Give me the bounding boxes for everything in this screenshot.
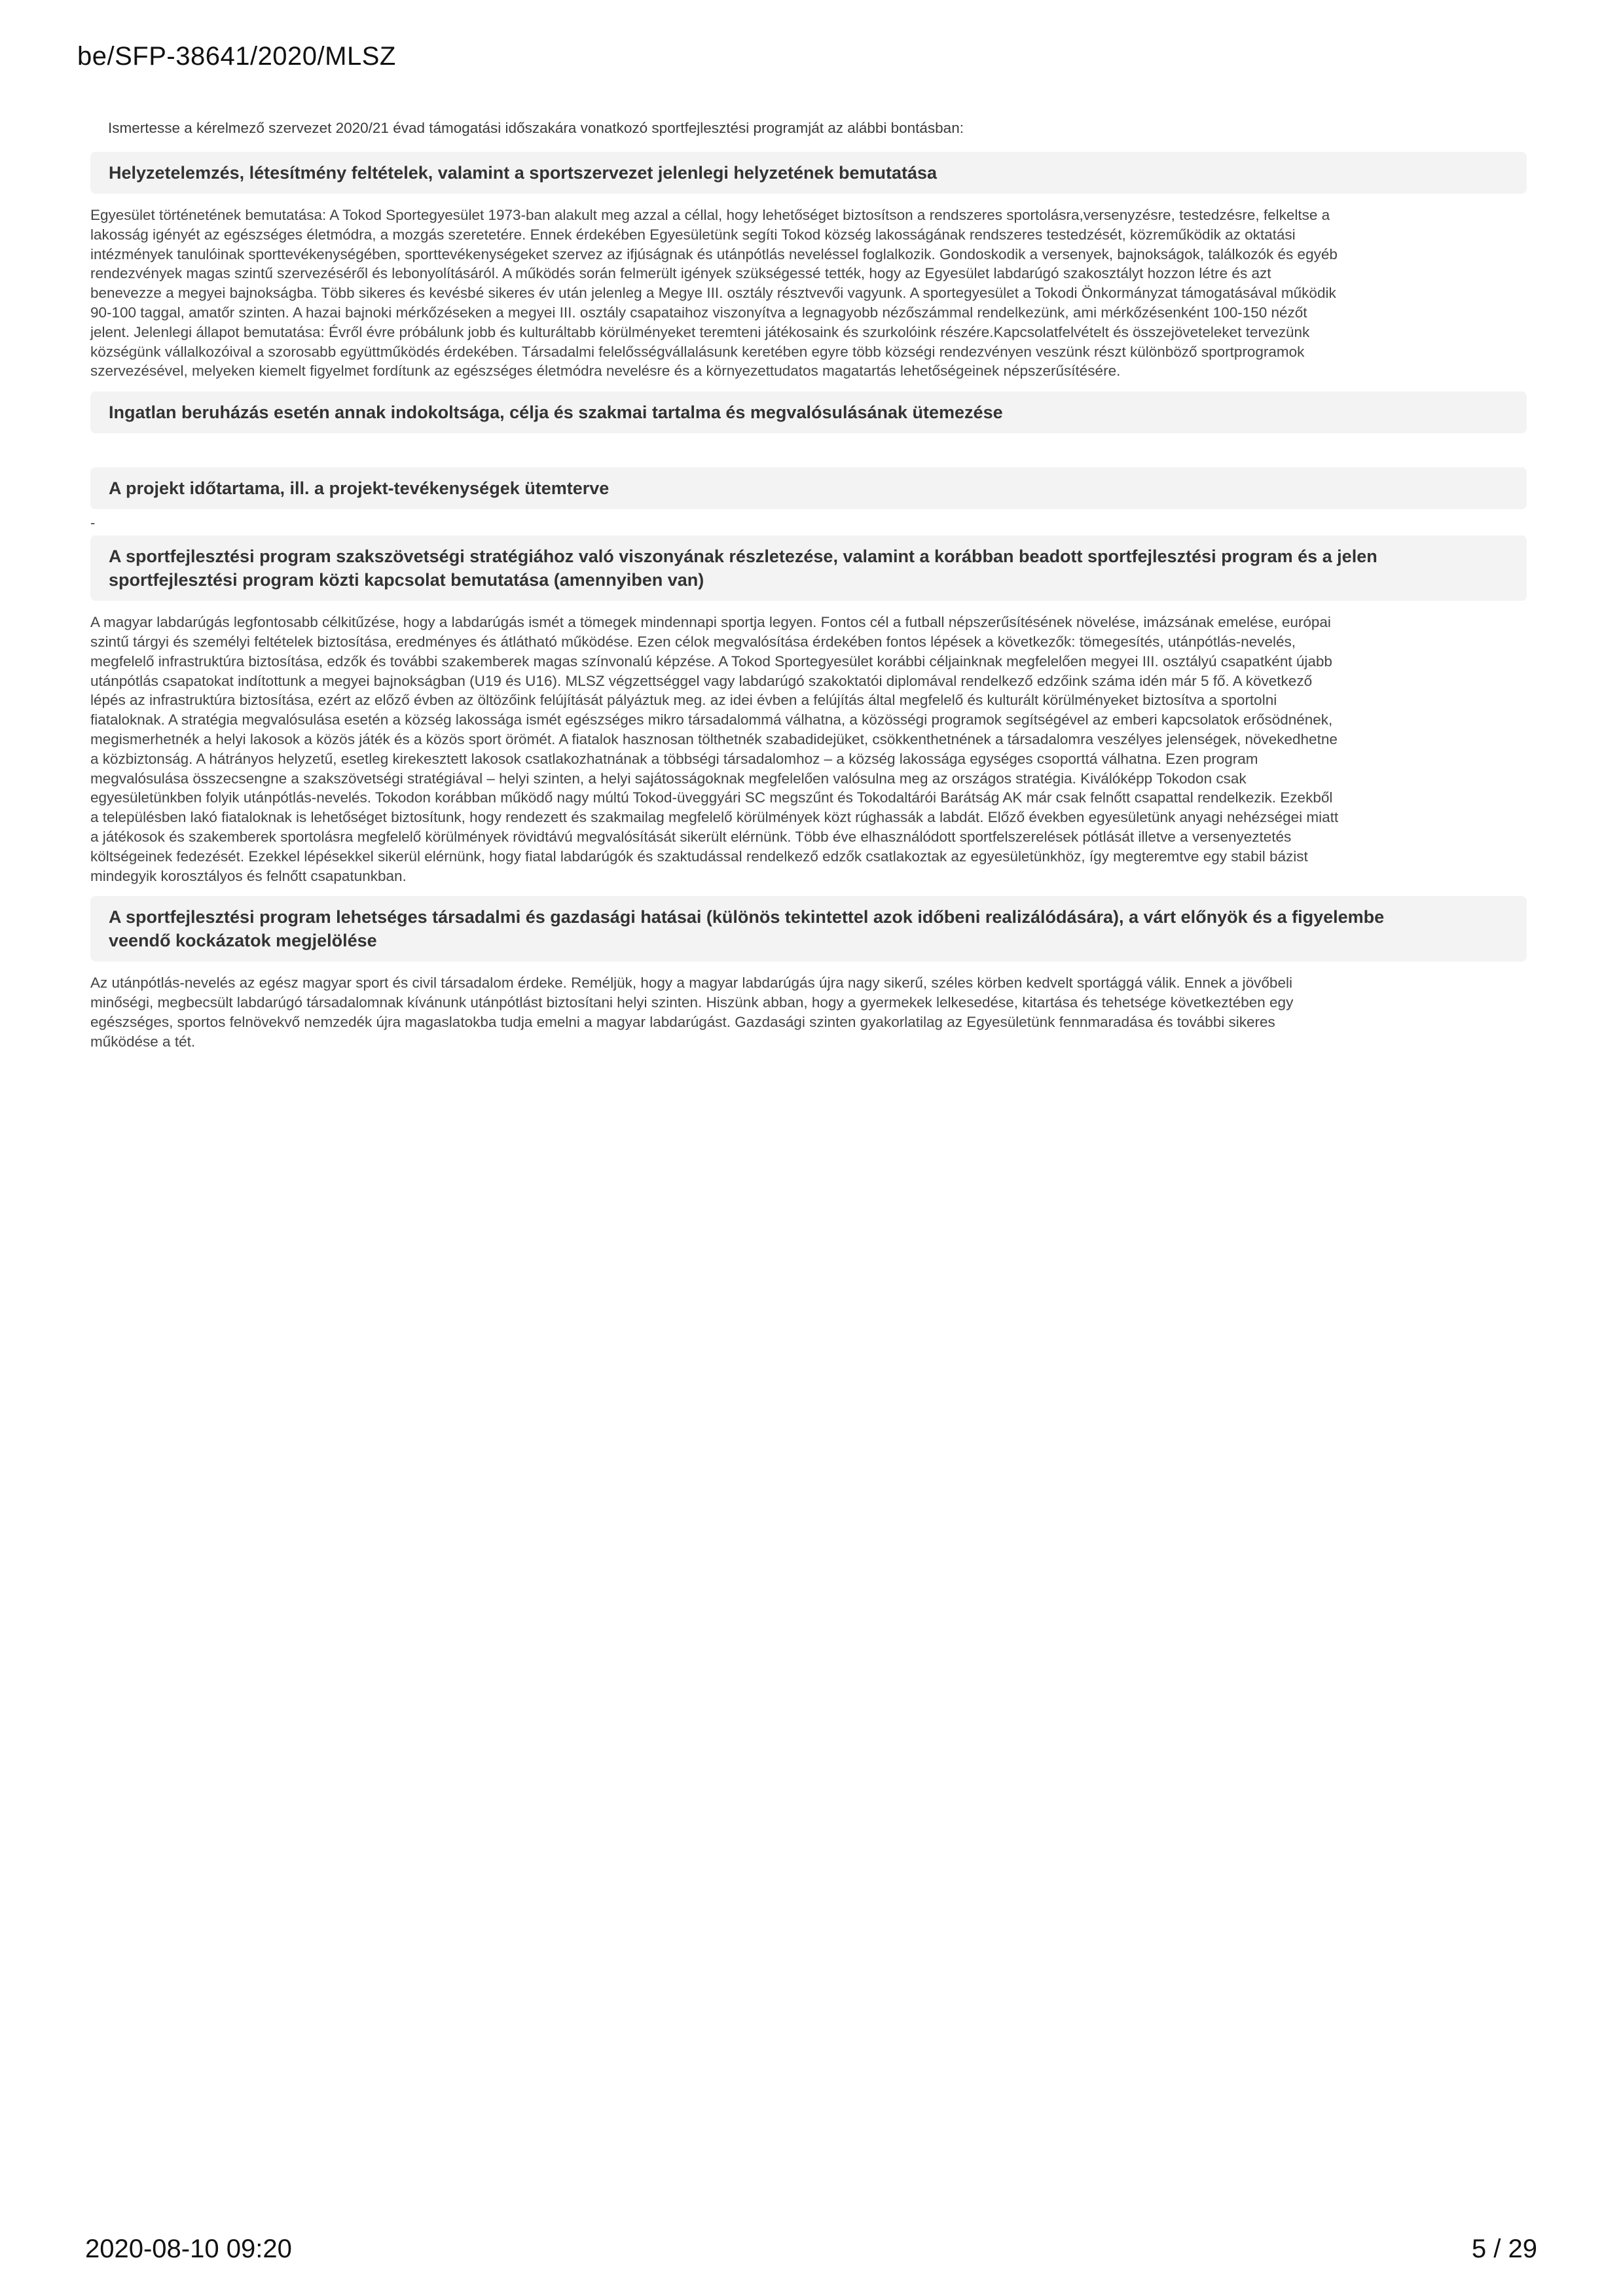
page-number: 5 / 29: [1471, 2234, 1537, 2263]
section-title-project-schedule: A projekt időtartama, ill. a projekt-tevékenységek ütemterve: [90, 467, 1527, 509]
section-body-strategy: A magyar labdarúgás legfontosabb célkitűzése, hogy a labdarúgás ismét a tömegek mindennapi sportja legyen. Fontos cél a futball népszerűsítésének növelése, imázsának emelése, európai szintű tárgyi és személyi feltételek biztosítása, eredményes és átlátható működése. Ezen célok megvalósítása érdekében fontos lépések a következők: tömegesítés, utánpótlás-nevelés, megfelelő infrastruktúra biztosítása, edzők és további szakemberek magas színvonalú képzése. A Tokod Sportegyesület korábbi céljainknak megfelelően megyei III. osztályú csapatként újabb utánpótlás csapatokat indítottunk a megyei bajnokságban (U19 és U16). MLSZ végzettséggel vagy labdarúgó szakoktatói diplomával rendelkező edzőink száma idén már 5 fő. A következő lépés az infrastruktúra biztosítása, ezért az előző évben az öltözőink felújítását pályáztuk meg. az idei évben a felújítás által megfelelő és kulturált körülményeket biztosítva a sportolni fiataloknak. A stratégia megvalósulása esetén a község lakossága ismét egészséges mikro társadalommá válhatna, a közösségi programok segítségével az emberi kapcsolatok erősödnének, megismerhetnék a helyi lakosok a közös játék és a közös sport örömét. A fiatalok hasznosan tölthetnék szabadidejüket, csökkenthetnének a társadalomra veszélyes jelenségek, növekedhetne a közbiztonság. A hátrányos helyzetű, esetleg kirekesztett lakosok csatlakozhatnának a többségi társadalomhoz – a község lakossága egységes csoporttá válhatna. Ezen program megvalósulása összecsengne a szakszövetségi stratégiával – helyi szinten, a helyi sajátosságoknak megfelelően valósulna meg az országos stratégia. Kiválóképp Tokodon csak egyesületünkben folyik utánpótlás-nevelés. Tokodon korábban működő nagy múltú Tokod-üveggyári SC megszűnt és Tokodaltárói Barátság AK már csak felnőtt csapattal rendelkezik. Ezekből a településben lakó fiataloknak is lehetőséget biztosítunk, hogy rendezett és szakmailag megfelelő körülmények közt rúghassák a labdát. Előző években egyesületünk anyagi nehézségei miatt a játékosok és szakemberek sportolásra megfelelő körülmények rövidtávú megvalósítását sikerült elérnünk. Több éve elhasználódott sportfelszerelések pótlását illetve a versenyeztetés költségeinek fedezését. Ezekkel lépésekkel sikerül elérnünk, hogy fiatal labdarúgók és szaktudással rendelkező edzők csatlakoztak az egyesületünkhöz, így megteremtve egy stabil bázist mindegyik korosztályos és felnőtt csapatunkban.: [90, 614, 1339, 884]
section-body-project-schedule: -: [90, 514, 96, 531]
footer-date: 2020-08-10 09:20: [85, 2234, 292, 2263]
section-title-situation: Helyzetelemzés, létesítmény feltételek, valamint a sportszervezet jelenlegi helyzetének bemutatása: [90, 152, 1527, 194]
intro-text: Ismertesse a kérelmező szervezet 2020/21 évad támogatási időszakára vonatkozó sportfejlesztési programját az alábbi bontásban:: [108, 120, 964, 136]
section-title-impacts: A sportfejlesztési program lehetséges társadalmi és gazdasági hatásai (különös tekintettel azok időbeni realizálódására), a várt előnyök és a figyelembe veendő kockázatok megjelölése: [90, 896, 1527, 961]
document-id: be/SFP-38641/2020/MLSZ: [77, 42, 396, 71]
document-content: [90, 152, 1527, 1062]
section-body-real-estate: [90, 445, 1527, 465]
section-title-real-estate: Ingatlan beruházás esetén annak indokoltsága, célja és szakmai tartalma és megvalósulásának ütemezése: [90, 391, 1527, 433]
section-body-situation: Egyesület történetének bemutatása: A Tokod Sportegyesület 1973-ban alakult meg azzal a céllal, hogy lehetőséget biztosítson a rendszeres sportolásra,versenyzésre, testedzésre, felkeltse a lakosság igényét az egészséges életmódra, a mozgás szeretetére. Ennek érdekében Egyesületünk segíti Tokod község lakosságának rendszeres testedzését, közreműködik az oktatási intézmények tanulóinak sporttevékenységében, sporttevékenységeket szervez az ifjúságnak és utánpótlás neveléssel foglalkozik. Gondoskodik a versenyek, bajnokságok, találkozók és egyéb rendezvények magas szintű szervezéséről és lebonyolításáról. A működés során felmerült igények szükségessé tették, hogy az Egyesület labdarúgó szakosztályt hozzon létre és azt benevezze a megyei bajnokságba. Több sikeres és kevésbé sikeres év után jelenleg a Megye III. osztály résztvevői vagyunk. A sportegyesület a Tokodi Önkormányzat támogatásával működik 90-100 taggal, amatőr szinten. A hazai bajnoki mérkőzéseken a megyei III. osztály csapataihoz viszonyítva a legnagyobb nézőszámmal rendelkezünk, ami mérkőzésenként 100-150 nézőt jelent. Jelenlegi állapot bemutatása: Évről évre próbálunk jobb és kulturáltabb körülményeket teremteni játékosaink és szurkolóink részére.Kapcsolatfelvételt és összejöveteleket tervezünk községünk vállalkozóival a szorosabb együttműködés érdekében. Társadalmi felelősségvállalásunk keretében egyre több községi rendezvényen veszünk részt különböző sportprogramok szervezésével, melyeken kiemelt figyelmet fordítunk az egészséges életmódra nevelésre és a környezettudatos magatartás lehetőségeinek népszerűsítésére.: [90, 207, 1338, 380]
section-body-impacts: Az utánpótlás-nevelés az egész magyar sport és civil társadalom érdeke. Reméljük, hogy a magyar labdarúgás újra nagy sikerű, széles körben kedvelt sportággá válik. Ennek a jövőbeli minőségi, megbecsült labdarúgó társadalomnak kívánunk utánpótlást biztosítani helyi szinten. Hiszünk abban, hogy a gyermekek lelkesedése, kitartása és tehetsége következtében egy egészséges, sportos felnövekvő nemzedék újra magaslatokba tudja emelni a magyar labdarúgást. Gazdasági szinten gyakorlatilag az Egyesületünk fennmaradása és további sikeres működése a tét.: [90, 975, 1294, 1050]
section-title-strategy: A sportfejlesztési program szakszövetségi stratégiához való viszonyának részletezése, valamint a korábban beadott sportfejlesztési program és a jelen sportfejlesztési program közti kapcsolat bemutatása (amennyiben van): [90, 535, 1527, 601]
